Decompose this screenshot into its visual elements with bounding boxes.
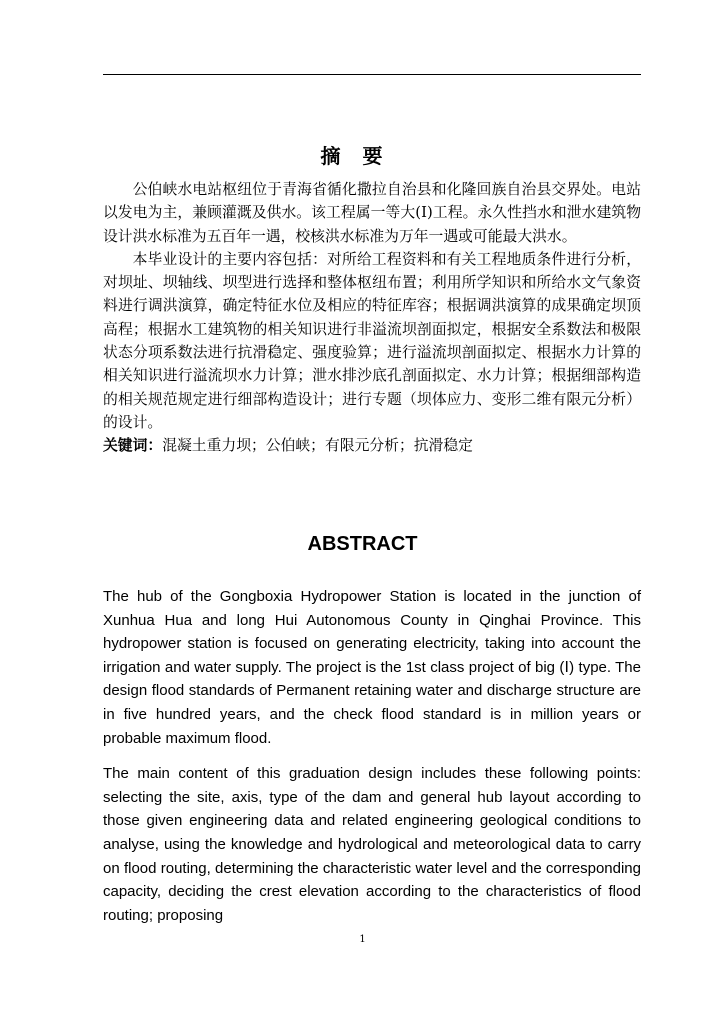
abstract-cn-paragraph: 本毕业设计的主要内容包括：对所给工程资料和有关工程地质条件进行分析，对坝址、坝轴线、坝型进行选择和整体枢纽布置；利用所学知识和所给水文气象资料进行调洪演算，确定特征水位及相应的特征库容；根据调洪演算的成果确定坝顶高程；根据水工建筑物的相关知识进行非溢流坝剖面拟定，根据安全系数法和极限状态分项系数法进行抗滑稳定、强度验算；进行溢流坝剖面拟定、根据水力计算的相关知识进行溢流坝水力计算；泄水排沙底孔剖面拟定、水力计算；根据细部构造的相关规范规定进行细部构造设计；进行专题（坝体应力、变形二维有限元分析）的设计。 xyxy=(103,250,641,431)
page-number: 1 xyxy=(359,934,366,945)
abstract-cn-paragraph: 公伯峡水电站枢纽位于青海省循化撒拉自治县和化隆回族自治县交界处。电站以发电为主，兼顾灌溉及供水。该工程属一等大(Ⅰ)工程。永久性挡水和泄水建筑物设计洪水标准为五百年一遇，校核洪水标准为万年一遇或可能最大洪水。 xyxy=(103,181,641,245)
abstract-cn-body xyxy=(103,178,641,458)
header-rule xyxy=(103,74,641,75)
keywords-text: 混凝土重力坝；公伯峡；有限元分析；抗滑稳定 xyxy=(162,437,473,455)
abstract-cn-title: 摘要 xyxy=(320,144,405,168)
keywords-label: 关键词： xyxy=(103,437,163,455)
abstract-en-paragraph: The hub of the Gongboxia Hydropower Station is located in the junction of Xunhua Hua and long Hui Autonomous County in Qinghai Province. This hydropower station is focused on generating electricity, taking into account the irrigation and water supply. The project is the 1st class project of big (Ⅰ) type. The design flood standards of Permanent retaining water and discharge structure are in five hundred years, and the check flood standard is in million years or probable maximum flood. xyxy=(103,588,641,747)
abstract-en-paragraph: The main content of this graduation design includes these following points: selecting the site, axis, type of the dam and general hub layout according to those given engineering data and related engineering geological conditions to analyse, using the knowledge and hydrological and meteorological data to carry on flood routing, determining the characteristic water level and the corresponding capacity, deciding the crest elevation according to the characteristics of flood routing; proposing xyxy=(103,765,641,924)
keywords-line xyxy=(103,434,641,457)
abstract-en-body xyxy=(103,585,641,939)
abstract-en-title: ABSTRACT xyxy=(307,533,418,555)
